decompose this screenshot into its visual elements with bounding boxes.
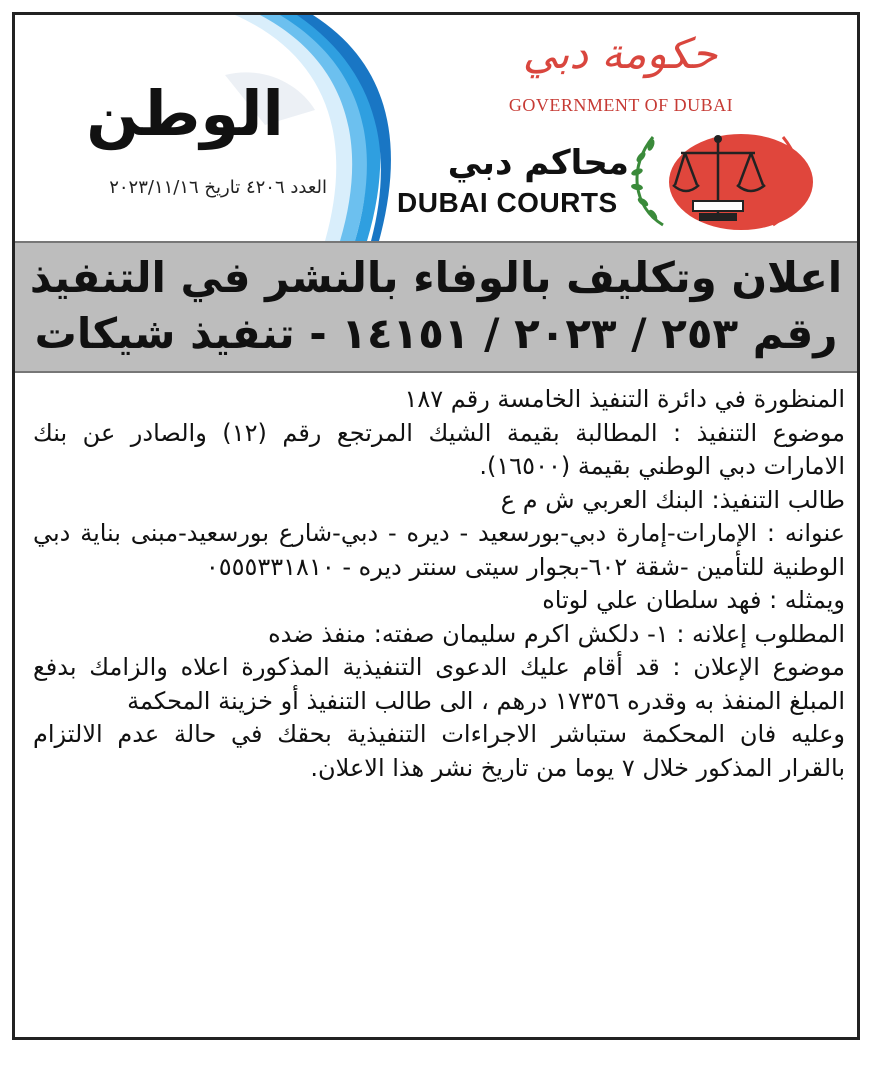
courts-name-english: DUBAI COURTS bbox=[397, 187, 618, 218]
announcement-body bbox=[33, 383, 845, 785]
courts-name-arabic: محاكم دبي bbox=[447, 143, 629, 183]
notice-subject-paragraph: موضوع الإعلان : قد أقام عليك الدعوى التنفيذية المذكورة اعلاه والزامك بدفع المبلغ المنفذ به وقدره ١٧٣٥٦ درهم ، الى طالب التنفيذ أو خزينة المحكمة bbox=[33, 653, 845, 715]
issue-date-line: العدد ٤٢٠٦ تاريخ ٢٠٢٣/١١/١٦ bbox=[109, 177, 327, 198]
announcement-title: اعلان وتكليف بالوفاء بالنشر في التنفيذ bbox=[29, 253, 843, 302]
closing-paragraph: وعليه فان المحكمة ستباشر الاجراءات التنفيذية بحقك في حالة عدم الالتزام بالقرار المذكور خلال ٧ يوما من تاريخ نشر هذا الاعلان. bbox=[33, 720, 845, 782]
ad-header bbox=[15, 15, 857, 241]
applicant-line: طالب التنفيذ: البنك العربي ش م ع bbox=[500, 485, 845, 514]
circuit-line: المنظورة في دائرة التنفيذ الخامسة رقم ١٨٧ bbox=[404, 385, 845, 413]
subject-paragraph: موضوع التنفيذ : المطالبة بقيمة الشيك المرتجع رقم (١٢) والصادر عن بنك الامارات دبي الوطني بقيمة (١٦٥٠٠). bbox=[33, 418, 846, 480]
advertisement-frame bbox=[12, 12, 860, 1040]
announcement-title-band bbox=[15, 241, 857, 373]
government-logo-english: GOVERNMENT OF DUBAI bbox=[508, 95, 734, 115]
address-paragraph: عنوانه : الإمارات-إمارة دبي-بورسعيد - ديره - دبي-شارع بورسعيد-مبنى بناية دبي الوطنية للتأمين -شقة ٦٠٢-بجوار سيتى سنتر ديره - ٠٥٥٥٣٣١٨١٠ bbox=[33, 519, 845, 581]
case-number-title: رقم ٢٥٣ / ٢٠٢٣ / ١٤١٥١ - تنفيذ شيكات bbox=[34, 309, 838, 358]
notified-party-line: المطلوب إعلانه : ١- دلكش اكرم سليمان صفته: منفذ ضده bbox=[268, 619, 845, 648]
newspaper-logo: الوطن bbox=[86, 77, 284, 150]
scales-of-justice-icon bbox=[623, 127, 813, 237]
representative-line: ويمثله : فهد سلطان علي لوتاه bbox=[542, 586, 845, 614]
government-logo-arabic: حكومة دبي bbox=[522, 29, 718, 78]
